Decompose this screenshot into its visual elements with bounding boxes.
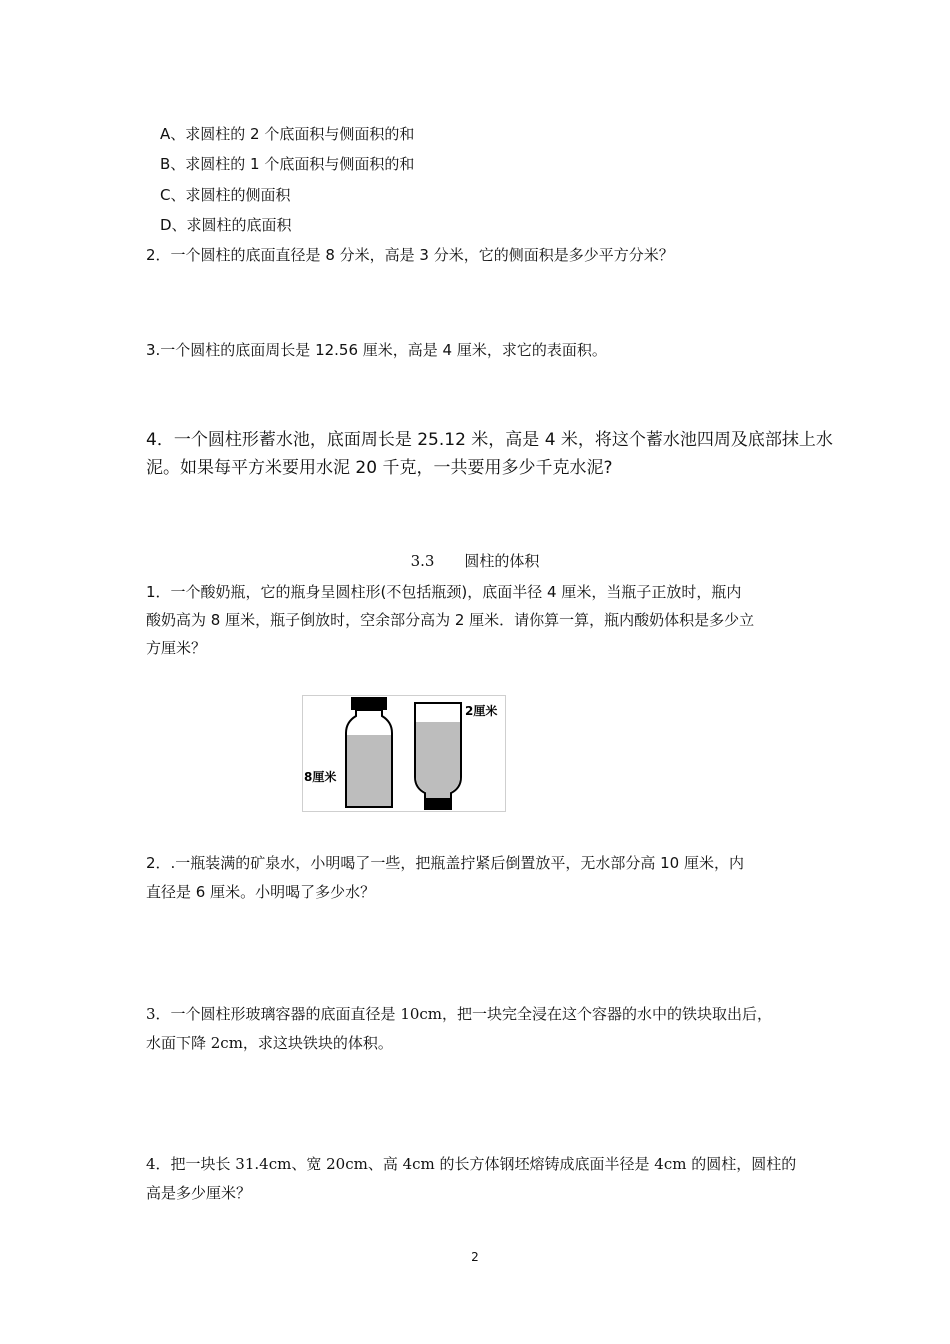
option-a: A、求圆柱的 2 个底面积与侧面积的和 [160, 125, 415, 143]
option-c: C、求圆柱的侧面积 [160, 186, 291, 204]
question-4-line-1: 4．一个圆柱形蓄水池，底面周长是 25.12 米，高是 4 米，将这个蓄水池四周及底部抹上水 [146, 430, 833, 450]
volume-question-4-line-2: 高是多少厘米？ [146, 1184, 252, 1202]
bottle-figure [302, 695, 506, 812]
page-number: 2 [471, 1250, 479, 1264]
label-2cm: 2厘米 [465, 704, 498, 718]
volume-question-2-line-2: 直径是 6 厘米。小明喝了多少水？ [146, 883, 376, 901]
volume-question-4-line-1: 4．把一块长 31.4cm、宽 20cm、高 4cm 的长方体钢坯熔铸成底面半径是 4cm 的圆柱，圆柱的 [146, 1155, 797, 1173]
label-8cm: 8厘米 [304, 770, 337, 784]
volume-question-1-line-3: 方厘米？ [146, 639, 207, 657]
volume-question-2-line-1: 2．.一瓶装满的矿泉水，小明喝了一些，把瓶盖拧紧后倒置放平，无水部分高 10 厘米，内 [146, 854, 744, 872]
option-b: B、求圆柱的 1 个底面积与侧面积的和 [160, 155, 415, 173]
yogurt-fill-inverted [416, 722, 460, 798]
option-d: D、求圆柱的底面积 [160, 216, 292, 234]
volume-question-3-line-2: 水面下降 2cm，求这块铁块的体积。 [146, 1034, 393, 1052]
question-3: 3.一个圆柱的底面周长是 12.56 厘米，高是 4 厘米，求它的表面积。 [146, 341, 607, 359]
question-2: 2．一个圆柱的底面直径是 8 分米，高是 3 分米，它的侧面积是多少平方分米？ [146, 246, 674, 264]
volume-question-3-line-1: 3．一个圆柱形玻璃容器的底面直径是 10cm，把一块完全浸在这个容器的水中的铁块取出后， [146, 1005, 773, 1023]
volume-question-1-line-1: 1．一个酸奶瓶，它的瓶身呈圆柱形(不包括瓶颈)，底面半径 4 厘米，当瓶子正放时，瓶内 [146, 583, 742, 601]
question-4-line-2: 泥。如果每平方米要用水泥 20 千克，一共要用多少千克水泥? [146, 458, 613, 478]
section-title: 3.3 圆柱的体积 [410, 552, 540, 570]
volume-question-1-line-2: 酸奶高为 8 厘米，瓶子倒放时，空余部分高为 2 厘米．请你算一算，瓶内酸奶体积是多少立 [146, 611, 755, 629]
yogurt-fill-upright [347, 735, 391, 806]
